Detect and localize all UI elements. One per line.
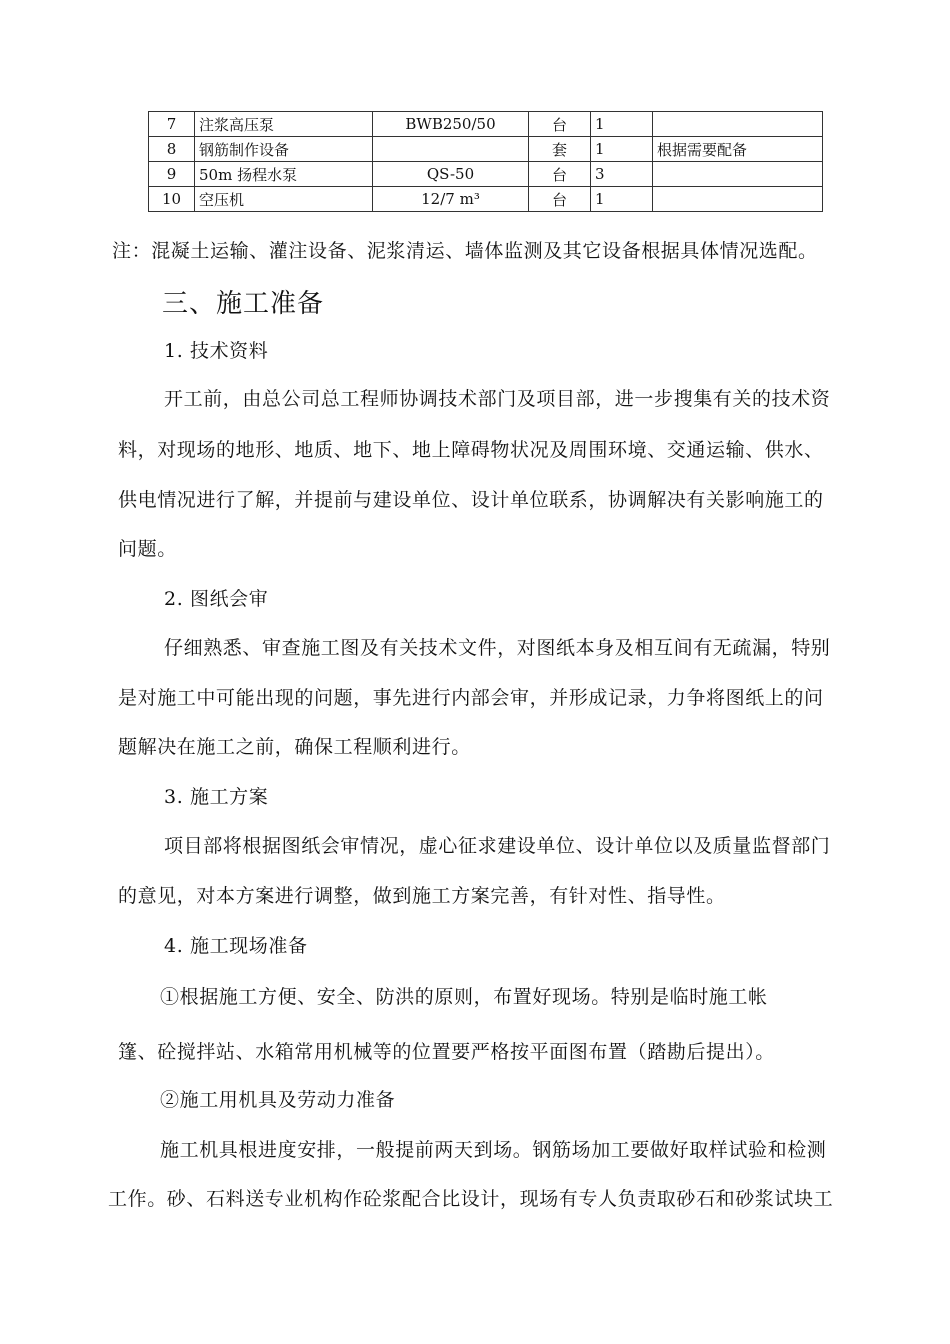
paragraph-line: 项目部将根据图纸会审情况，虚心征求建设单位、设计单位以及质量监督部门 [164, 835, 831, 857]
equipment-quantity: 1 [591, 112, 653, 137]
paragraph-line: 问题。 [118, 538, 177, 560]
paragraph-line: ①根据施工方便、安全、防洪的原则，布置好现场。特别是临时施工帐 [160, 986, 768, 1008]
row-number: 8 [149, 137, 195, 162]
table-row [149, 137, 823, 162]
equipment-unit: 台 [529, 162, 591, 187]
equipment-model: 12/7 m³ [373, 187, 529, 212]
equipment-remark: 根据需要配备 [653, 137, 823, 162]
subsection-title-construction-plan: 3. 施工方案 [164, 786, 269, 808]
subsection-title-drawing-review: 2. 图纸会审 [164, 588, 269, 610]
equipment-remark [653, 187, 823, 212]
equipment-name: 注浆高压泵 [195, 112, 373, 137]
table-note: 注：混凝土运输、灌注设备、泥浆清运、墙体监测及其它设备根据具体情况选配。 [112, 240, 818, 262]
paragraph-line: 仔细熟悉、审查施工图及有关技术文件，对图纸本身及相互间有无疏漏，特别 [164, 637, 831, 659]
paragraph-line: 开工前，由总公司总工程师协调技术部门及项目部，进一步搜集有关的技术资 [164, 388, 831, 410]
table-row [149, 112, 823, 137]
equipment-quantity: 3 [591, 162, 653, 187]
paragraph-line: 的意见，对本方案进行调整，做到施工方案完善，有针对性、指导性。 [118, 885, 726, 907]
equipment-unit: 台 [529, 112, 591, 137]
equipment-name: 空压机 [195, 187, 373, 212]
equipment-unit: 套 [529, 137, 591, 162]
equipment-model [373, 137, 529, 162]
subsection-title-technical-data: 1. 技术资料 [164, 340, 269, 362]
equipment-name: 钢筋制作设备 [195, 137, 373, 162]
row-number: 9 [149, 162, 195, 187]
paragraph-line: 工作。砂、石料送专业机构作砼浆配合比设计，现场有专人负责取砂石和砂浆试块工 [108, 1188, 834, 1210]
equipment-remark [653, 162, 823, 187]
paragraph-line: 是对施工中可能出现的问题，事先进行内部会审，并形成记录，力争将图纸上的问 [118, 687, 824, 709]
paragraph-line: ②施工用机具及劳动力准备 [160, 1089, 396, 1111]
paragraph-line: 施工机具根进度安排，一般提前两天到场。钢筋场加工要做好取样试验和检测 [160, 1139, 827, 1161]
equipment-model: QS-50 [373, 162, 529, 187]
equipment-table [148, 111, 823, 212]
equipment-remark [653, 112, 823, 137]
table-row [149, 162, 823, 187]
equipment-unit: 台 [529, 187, 591, 212]
equipment-name: 50m 扬程水泵 [195, 162, 373, 187]
table-row [149, 187, 823, 212]
equipment-quantity: 1 [591, 187, 653, 212]
equipment-quantity: 1 [591, 137, 653, 162]
paragraph-line: 题解决在施工之前，确保工程顺利进行。 [118, 736, 471, 758]
section-title: 三、施工准备 [162, 289, 325, 319]
subsection-title-site-preparation: 4. 施工现场准备 [164, 935, 308, 957]
paragraph-line: 料，对现场的地形、地质、地下、地上障碍物状况及周围环境、交通运输、供水、 [118, 439, 824, 461]
paragraph-line: 供电情况进行了解，并提前与建设单位、设计单位联系，协调解决有关影响施工的 [118, 489, 824, 511]
row-number: 7 [149, 112, 195, 137]
row-number: 10 [149, 187, 195, 212]
equipment-model: BWB250/50 [373, 112, 529, 137]
paragraph-line: 篷、砼搅拌站、水箱常用机械等的位置要严格按平面图布置（踏勘后提出）。 [118, 1041, 775, 1063]
